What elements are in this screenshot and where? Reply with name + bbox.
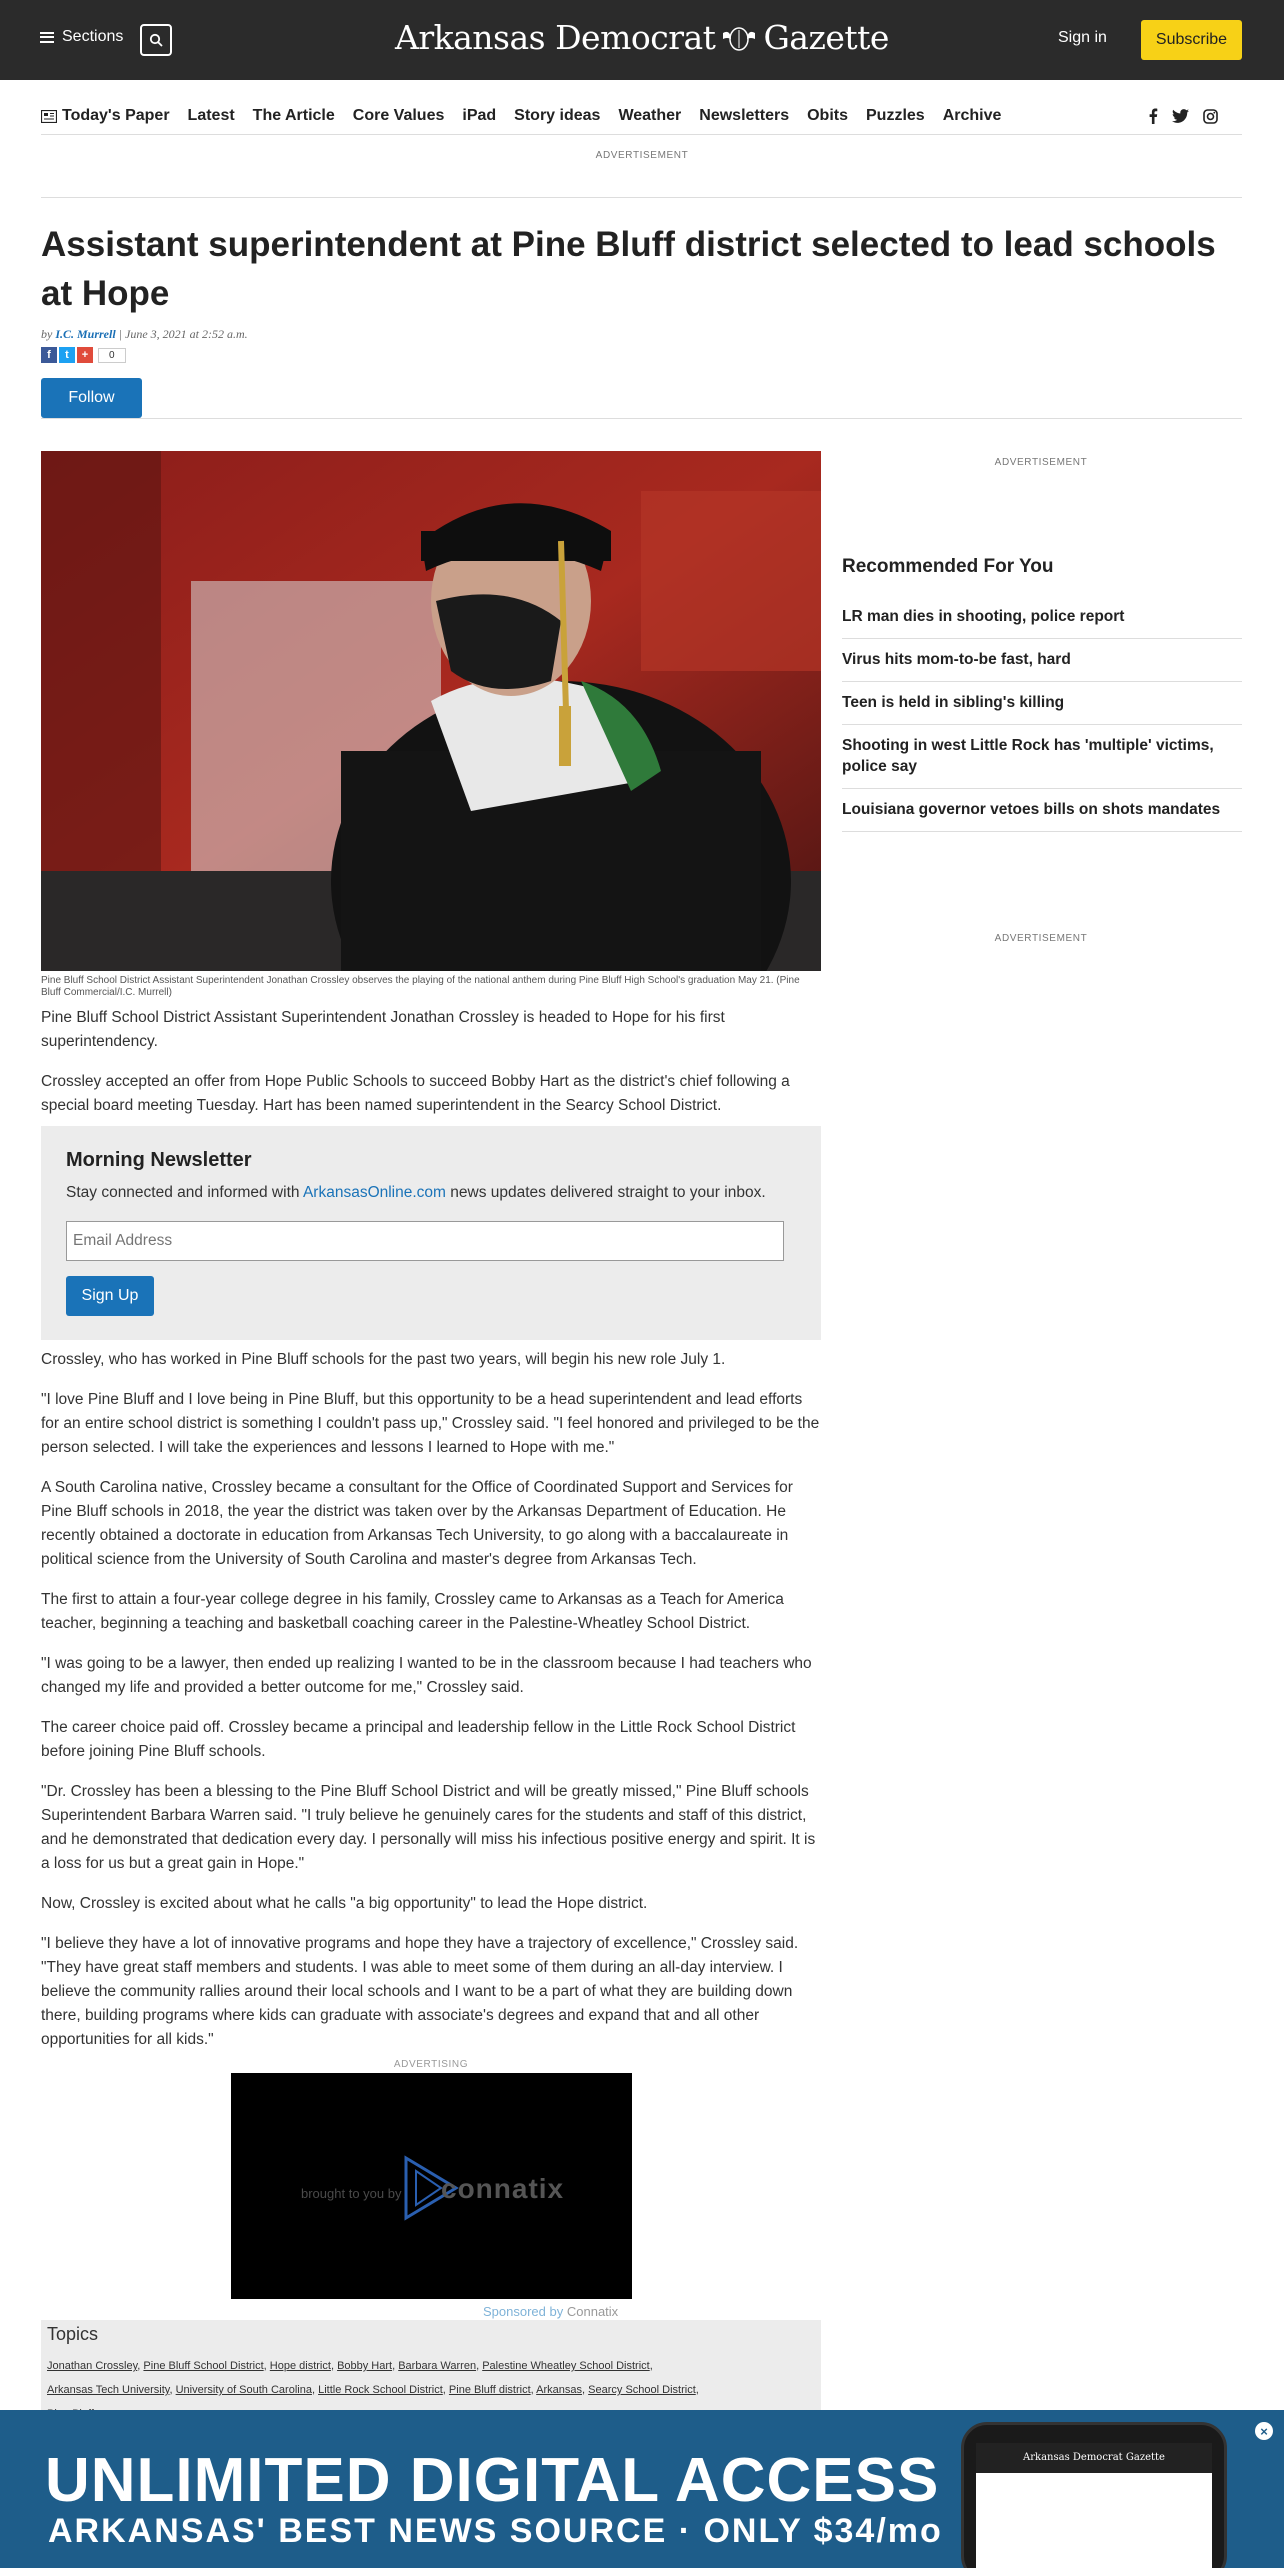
facebook-icon[interactable] bbox=[1148, 108, 1158, 124]
divider bbox=[41, 418, 1242, 419]
facebook-share-icon[interactable]: f bbox=[41, 347, 57, 363]
subscribe-button[interactable]: Subscribe bbox=[1141, 20, 1242, 60]
topic-link[interactable]: Little Rock School District bbox=[318, 2384, 443, 2396]
publish-date: June 3, 2021 at 2:52 a.m. bbox=[125, 327, 248, 341]
nav-item-todays-paper[interactable] bbox=[41, 107, 170, 125]
nav-item-puzzles[interactable]: Puzzles bbox=[866, 107, 925, 124]
topic-link[interactable]: University of South Carolina bbox=[175, 2384, 312, 2396]
brought-by-text: brought to you by bbox=[301, 2186, 402, 2201]
ad-label: ADVERTISEMENT bbox=[994, 457, 1088, 468]
phone-mockup bbox=[961, 2422, 1227, 2568]
article-paragraph: Crossley, who has worked in Pine Bluff schools for the past two years, will begin his new role July 1. bbox=[41, 1351, 726, 1368]
phone-logo: Arkansas Democrat Gazette bbox=[976, 2443, 1212, 2473]
article-paragraph: A South Carolina native, Crossley became a consultant for the Office of Coordinated Support and Services for Pine Bluff schools in 2018, the year the district was taken over by the Arkansas Department of Education. He recently obtained a doctorate in education from Arkansas Tech University, to go along with a baccalaureate in political science from the University of South Carolina and master's degree from Arkansas Tech. bbox=[41, 1479, 793, 1568]
topic-link[interactable]: Bobby Hart bbox=[337, 2360, 393, 2372]
article-paragraph: Now, Crossley is excited about what he calls "a big opportunity" to lead the Hope district. bbox=[41, 1895, 648, 1912]
topics-title: Topics bbox=[47, 2324, 99, 2344]
sponsored-prefix: Sponsored by bbox=[483, 2304, 564, 2319]
recommended-item[interactable]: Virus hits mom-to-be fast, hard bbox=[842, 639, 1242, 682]
article-paragraph: The career choice paid off. Crossley became a principal and leadership fellow in the Little Rock School District before joining Pine Bluff schools. bbox=[41, 1719, 796, 1760]
byline-prefix: by bbox=[41, 327, 53, 341]
topics-links: Jonathan Crossley, Pine Bluff School District, Hope district, Bobby Hart, Barbara Warren, Palestine Wheatley School District, Arkansas Tech University, University of South Carolina, Little Rock School District, Pine Bluff district, Arkansas, Searcy School District, bbox=[47, 2354, 807, 2426]
share-bar bbox=[41, 347, 126, 363]
video-ad-player[interactable] bbox=[231, 2073, 632, 2299]
byline: by I.C. Murrell | June 3, 2021 at 2:52 a.m. bbox=[41, 327, 248, 341]
ad-label: ADVERTISEMENT bbox=[994, 933, 1088, 944]
topic-link[interactable]: Pine Bluff School District bbox=[143, 2360, 264, 2372]
main-nav bbox=[41, 96, 1242, 136]
newsletter-signup bbox=[41, 1126, 821, 1340]
topic-link[interactable]: Searcy School District bbox=[588, 2384, 696, 2396]
photo-caption: Pine Bluff School District Assistant Superintendent Jonathan Crossley observes the playing of the national anthem during Pine Bluff High School's graduation May 21. (Pine Bluff Commercial/I.C. Murrell) bbox=[41, 975, 800, 998]
article-photo bbox=[41, 451, 821, 971]
arkansasonline-link[interactable]: ArkansasOnline.com bbox=[302, 1184, 446, 1201]
article-paragraph: Pine Bluff School District Assistant Superintendent Jonathan Crossley is headed to Hope for his first superintendency. bbox=[41, 1009, 725, 1050]
promo-subline: ARKANSAS' BEST NEWS SOURCE · ONLY $34/mo bbox=[48, 2512, 943, 2550]
instagram-icon[interactable] bbox=[1203, 109, 1218, 124]
nav-item-archive[interactable]: Archive bbox=[942, 107, 1002, 124]
recommended-item[interactable]: Louisiana governor vetoes bills on shots mandates bbox=[842, 789, 1242, 832]
nav-item-newsletters[interactable]: Newsletters bbox=[699, 107, 790, 124]
nav-item-weather[interactable]: Weather bbox=[618, 107, 682, 124]
ad-label: ADVERTISEMENT bbox=[595, 150, 689, 161]
close-icon[interactable]: × bbox=[1255, 2422, 1273, 2440]
article-paragraph: The first to attain a four-year college degree in his family, Crossley came to Arkansas as a Teach for America teacher, beginning a teaching and basketball coaching career in the Palestine-Wheatley School District. bbox=[41, 1591, 784, 1632]
article-paragraph: "Dr. Crossley has been a blessing to the Pine Bluff School District and will be greatly missed," Pine Bluff schools Superintendent Barbara Warren said. "I truly believe he genuinely cares for the students and staff of this district, and he demonstrated that dedication every day. I personally will miss his infectious positive energy and spirit. It is a loss for us but a great gain in Hope." bbox=[41, 1783, 816, 1872]
nav-label: Today's Paper bbox=[62, 107, 170, 124]
nav-item-obits[interactable]: Obits bbox=[807, 107, 848, 124]
more-share-icon[interactable]: + bbox=[77, 347, 93, 363]
logo-left: Arkansas Democrat bbox=[395, 18, 716, 57]
twitter-icon[interactable] bbox=[1172, 109, 1189, 123]
author-link[interactable]: I.C. Murrell bbox=[55, 327, 116, 341]
graduation-photo bbox=[41, 451, 821, 971]
newsletter-text: news updates delivered straight to your inbox. bbox=[450, 1184, 766, 1201]
twitter-share-icon[interactable]: t bbox=[59, 347, 75, 363]
social-links bbox=[1148, 106, 1218, 126]
sponsored-brand: Connatix bbox=[566, 2304, 619, 2319]
article-paragraph: "I love Pine Bluff and I love being in Pine Bluff, but this opportunity to be a head superintendent and lead efforts for an entire school district is something I couldn't pass up," Crossley said. "I feel honored and privileged to be the person selected. I will take the experiences and lessons I learned to Hope with me." bbox=[41, 1391, 820, 1456]
sign-in-link[interactable]: Sign in bbox=[1058, 29, 1107, 46]
nav-item-the-article[interactable]: The Article bbox=[252, 107, 335, 124]
topic-link[interactable]: Arkansas bbox=[536, 2384, 583, 2396]
logo-right: Gazette bbox=[763, 18, 889, 57]
topics-box bbox=[41, 2320, 821, 2420]
follow-button[interactable]: Follow bbox=[41, 378, 142, 418]
sponsored-by[interactable] bbox=[483, 2304, 618, 2319]
ad-label: ADVERTISING bbox=[393, 2059, 469, 2070]
nav-item-story-ideas[interactable]: Story ideas bbox=[514, 107, 601, 124]
sign-up-button[interactable]: Sign Up bbox=[66, 1276, 154, 1316]
divider bbox=[41, 197, 1242, 198]
sections-label: Sections bbox=[62, 28, 124, 45]
nav-item-core-values[interactable]: Core Values bbox=[352, 107, 445, 124]
crest-icon bbox=[721, 25, 757, 53]
article-paragraph: "I believe they have a lot of innovative programs and hope they have a trajectory of excellence," Crossley said. "They have great staff members and students. I was able to meet some of them during an all-day interview. I believe the community rallies around their local schools and I want to be a part of what they are building down there, building programs where kids can graduate with associate's degrees and expand that and all other opportunities for all kids." bbox=[41, 1935, 799, 2048]
recommended-item[interactable]: Teen is held in sibling's killing bbox=[842, 682, 1242, 725]
newsletter-text: Stay connected and informed with bbox=[66, 1184, 300, 1201]
phone-screen bbox=[976, 2473, 1212, 2568]
email-field[interactable] bbox=[66, 1221, 784, 1261]
recommended-list bbox=[842, 596, 1242, 832]
nav-item-ipad[interactable]: iPad bbox=[462, 107, 497, 124]
share-count: 0 bbox=[98, 348, 126, 363]
article-headline: Assistant superintendent at Pine Bluff district selected to lead schools at Hope bbox=[41, 225, 1216, 313]
recommended-item[interactable]: LR man dies in shooting, police report bbox=[842, 596, 1242, 639]
topic-link[interactable]: Arkansas Tech University bbox=[47, 2384, 170, 2396]
newsletter-description bbox=[66, 1184, 766, 1202]
promo-headline: UNLIMITED DIGITAL ACCESS bbox=[45, 2446, 940, 2515]
topic-link[interactable]: Hope district bbox=[269, 2360, 331, 2372]
divider bbox=[41, 134, 1242, 135]
subscription-promo-banner[interactable] bbox=[0, 2410, 1284, 2568]
article-paragraph: "I was going to be a lawyer, then ended up realizing I wanted to be in the classroom because I had teachers who changed my life and provided a better outcome for me," Crossley said. bbox=[41, 1655, 812, 1696]
newsletter-title: Morning Newsletter bbox=[66, 1149, 252, 1171]
recommended-title: Recommended For You bbox=[842, 556, 1054, 577]
topic-link[interactable]: Palestine Wheatley School District bbox=[482, 2360, 650, 2372]
topic-link[interactable]: Pine Bluff district bbox=[448, 2384, 531, 2396]
recommended-item[interactable]: Shooting in west Little Rock has 'multiple' victims, police say bbox=[842, 725, 1242, 789]
connatix-logo: connatix bbox=[441, 2173, 565, 2204]
topic-link[interactable]: Jonathan Crossley bbox=[47, 2360, 138, 2372]
site-header bbox=[0, 0, 1284, 80]
article-paragraph: Crossley accepted an offer from Hope Public Schools to succeed Bobby Hart as the district's chief following a special board meeting Tuesday. Hart has been named superintendent in the Searcy School District. bbox=[41, 1073, 790, 1114]
nav-item-latest[interactable]: Latest bbox=[187, 107, 235, 124]
topic-link[interactable]: Barbara Warren bbox=[398, 2360, 477, 2372]
newspaper-icon bbox=[41, 110, 57, 123]
